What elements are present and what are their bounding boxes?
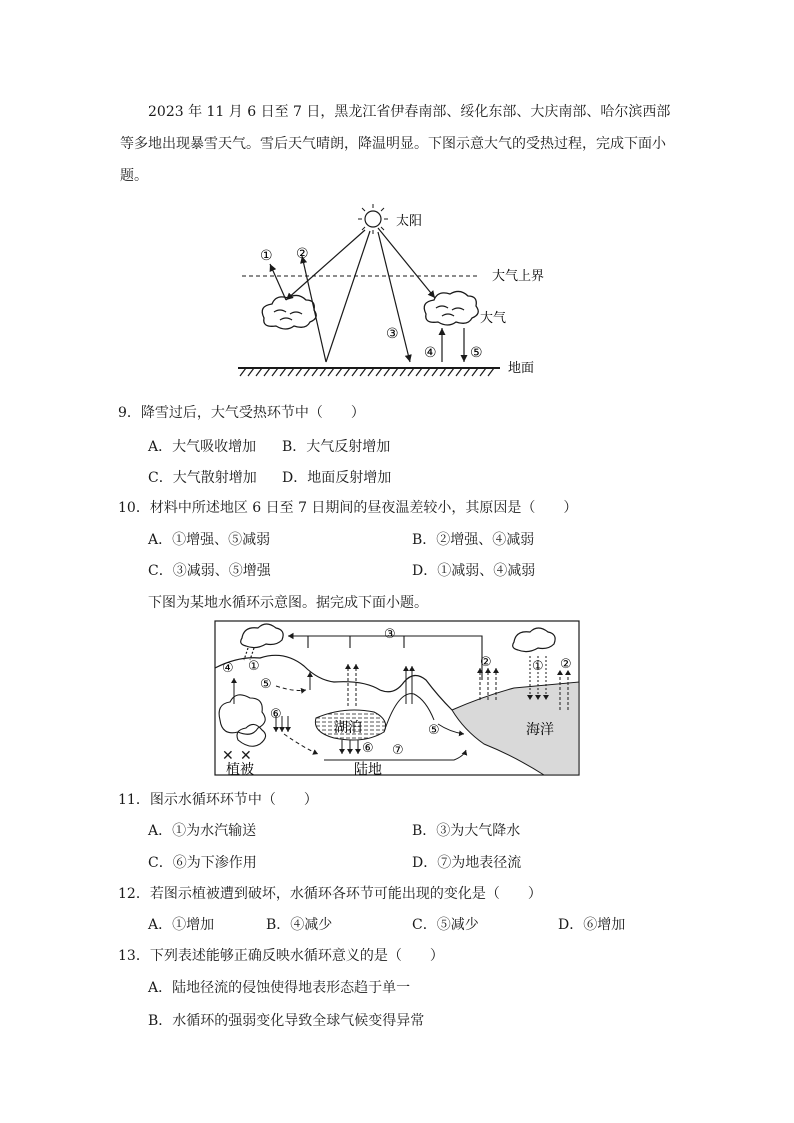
ground-label: 地面 [508, 361, 535, 376]
q10-option-a[interactable]: A．①增强、⑤减弱 [148, 532, 271, 548]
fig2-label-2-mid: ② [480, 655, 492, 670]
intro-paragraph-1 [120, 96, 680, 192]
q9-option-c[interactable]: C．大气散射增加 [148, 470, 257, 486]
fig2-label-1-left: ① [248, 659, 260, 674]
fig1-label-1: ① [260, 248, 273, 264]
fig1-label-3: ③ [386, 326, 399, 342]
fig1-label-4: ④ [424, 345, 437, 361]
vegetation-label: 植被 [226, 762, 254, 776]
q11-option-b[interactable]: B．③为大气降水 [412, 823, 521, 839]
q12-option-d[interactable]: D．⑥增加 [558, 917, 626, 933]
q13-option-a[interactable]: A．陆地径流的侵蚀使得地表形态趋于单一 [148, 980, 411, 996]
intro-text-1: 2023 年 11 月 6 日至 7 日，黑龙江省伊春南部、绥化东部、大庆南部、哈尔滨西部等多地出现暴雪天气。雪后天气晴朗，降温明显。下图示意大气的受热过程，完成下面小题。 [120, 104, 671, 184]
sun-label: 太阳 [396, 214, 423, 229]
q9-option-d[interactable]: D．地面反射增加 [282, 470, 392, 486]
arrow-3-solar-radiation [378, 232, 410, 362]
question-11-stem: 11．图示水循环环节中（ ） [118, 792, 318, 808]
q10-option-c[interactable]: C．③减弱、⑤增强 [148, 563, 271, 579]
q10-option-b[interactable]: B．②增强、④减弱 [412, 532, 535, 548]
q9-option-b[interactable]: B．大气反射增加 [282, 439, 391, 455]
ground-surface [238, 368, 500, 376]
atmosphere-label: 大气 [480, 311, 507, 326]
fig2-label-1-right: ① [532, 659, 544, 674]
q11-option-c[interactable]: C．⑥为下渗作用 [148, 855, 257, 871]
question-13-stem: 13．下列表述能够正确反映水循环意义的是（ ） [118, 948, 444, 964]
cloud-icon-right [424, 291, 478, 325]
arrow-sun-to-cloud [286, 230, 365, 300]
q12-option-b[interactable]: B．④减少 [266, 917, 333, 933]
question-12-stem: 12．若图示植被遭到破坏，水循环各环节可能出现的变化是（ ） [118, 886, 542, 902]
arrow-sun-to-right-cloud [378, 228, 435, 298]
fig2-label-6-bottom: ⑥ [362, 741, 374, 756]
question-10-stem: 10．材料中所述地区 6 日至 7 日期间的昼夜温差较小，其原因是（ ） [118, 500, 578, 516]
q10-option-d[interactable]: D．①减弱、④减弱 [412, 563, 536, 579]
fig2-label-2-right: ② [560, 657, 572, 672]
lake-label: 湖泊 [334, 720, 362, 736]
arrow-2-ground-reflection [302, 256, 326, 362]
fig2-label-4: ④ [222, 661, 234, 676]
land-label: 陆地 [354, 762, 382, 776]
fig1-label-2: ② [296, 246, 309, 262]
arrow-sun-to-ground [326, 231, 370, 362]
sun-icon [358, 204, 388, 234]
arrow-1-cloud-reflection [270, 264, 286, 300]
atmosphere-top-label: 大气上界 [492, 269, 545, 284]
intro-paragraph-2: 下图为某地水循环示意图。据完成下面小题。 [148, 595, 428, 611]
sea-label: 海洋 [526, 722, 554, 738]
q12-option-a[interactable]: A．①增加 [148, 917, 215, 933]
q13-option-b[interactable]: B．水循环的强弱变化导致全球气候变得异常 [148, 1013, 425, 1029]
fig2-label-3: ③ [384, 627, 396, 642]
fig2-label-7: ⑦ [392, 743, 404, 758]
fig2-label-5-top: ⑤ [260, 677, 272, 692]
q9-option-a[interactable]: A．大气吸收增加 [148, 439, 257, 455]
svg-text:✕: ✕ [240, 748, 252, 764]
fig2-label-6-left: ⑥ [270, 707, 282, 722]
water-cycle-diagram [214, 620, 580, 776]
q11-option-d[interactable]: D．⑦为地表径流 [412, 855, 522, 871]
fig2-label-5-bottom: ⑤ [428, 723, 440, 738]
svg-text:✕: ✕ [222, 748, 234, 764]
cloud-icon-left [262, 295, 316, 329]
question-9-stem: 9．降雪过后，大气受热环节中（ ） [118, 405, 365, 421]
atmosphere-heating-diagram [230, 200, 570, 385]
q11-option-a[interactable]: A．①为水汽输送 [148, 823, 257, 839]
q12-option-c[interactable]: C．⑤减少 [412, 917, 479, 933]
fig1-label-5: ⑤ [470, 345, 483, 361]
